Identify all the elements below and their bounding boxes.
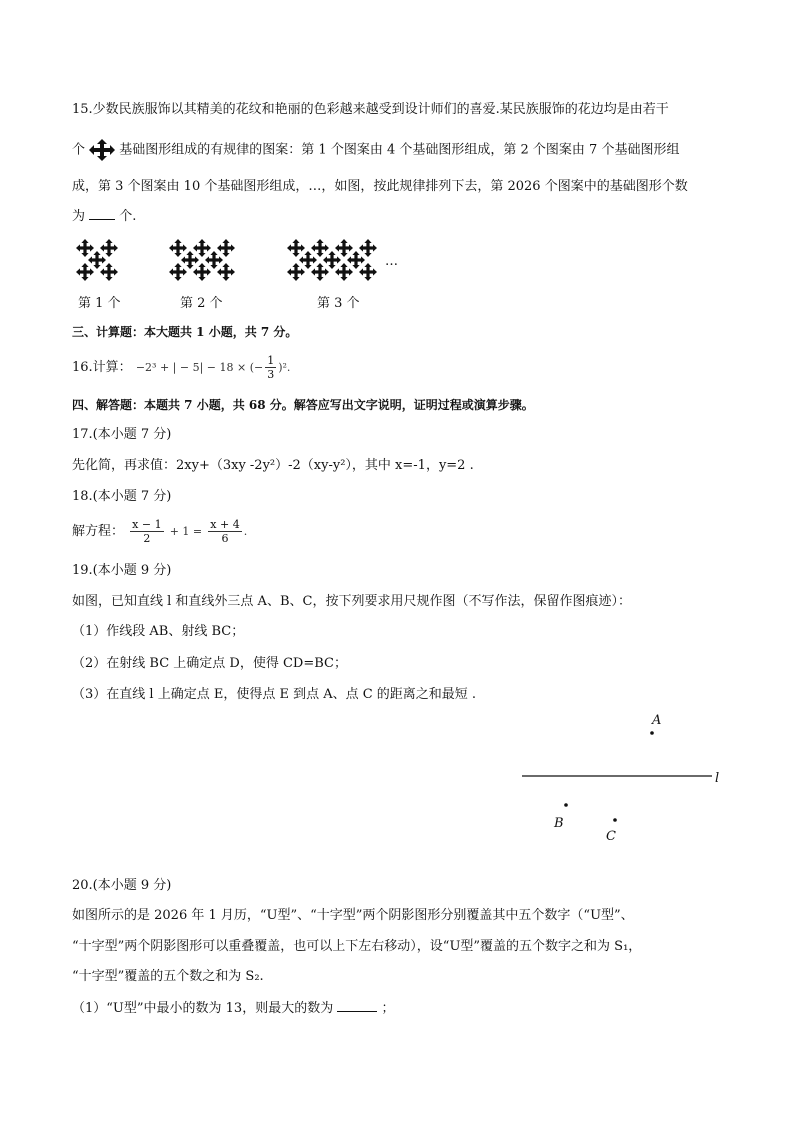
q15-line2-post: 基础图形组成的有规律的图案：第 1 个图案由 4 个基础图形组成，第 2 个图案由 7 个基础图形组 bbox=[119, 142, 680, 158]
label-B: B bbox=[554, 816, 564, 831]
q19-item3: （3）在直线 l 上确定点 E，使得点 E 到点 A、点 C 的距离之和最短 . bbox=[72, 687, 477, 702]
q20-item1-pre: （1）“U型”中最小的数为 13，则最大的数为 bbox=[72, 1001, 334, 1016]
q17-body: 先化简，再求值：2xy+（3xy -2y²）-2（xy-y²），其中 x=-1，y=2 . bbox=[72, 458, 474, 473]
pattern-ellipsis: … bbox=[385, 254, 398, 269]
q18-equation bbox=[72, 518, 247, 545]
label-l: l bbox=[715, 771, 720, 786]
q18-fraction-right: $\frac{x + 4}{6}$ bbox=[210, 518, 240, 545]
q20-title: 20.(本小题 9 分) bbox=[72, 878, 172, 893]
label-A: A bbox=[652, 713, 662, 728]
q19-item1: （1）作线段 AB、射线 BC； bbox=[72, 624, 245, 639]
q19-intro: 如图，已知直线 l 和直线外三点 A、B、C，按下列要求用尺规作图（不写作法，保留作图痕迹）： bbox=[72, 594, 631, 609]
q16-expr-pre: −2³ + | − 5| − 18 × (− bbox=[135, 361, 264, 374]
pattern-3-caption: 第 3 个 bbox=[317, 296, 360, 311]
pattern-2-caption: 第 2 个 bbox=[180, 296, 223, 311]
q17-title: 17.(本小题 7 分) bbox=[72, 427, 172, 442]
q15-line4-pre: 为 bbox=[72, 209, 86, 224]
q20-answer-blank[interactable] bbox=[337, 999, 377, 1012]
q20-line3: “十字型”覆盖的五个数之和为 S₂. bbox=[72, 969, 264, 984]
q16-fraction: $\frac{1}{3}$ bbox=[267, 354, 275, 381]
q15-line2-pre: 个 bbox=[72, 142, 86, 158]
q20-item1-post: ； bbox=[381, 1001, 395, 1016]
q15-line3: 成，第 3 个图案由 10 个基础图形组成，…，如图，按此规律排列下去，第 2026 个图案中的基础图形个数 bbox=[72, 179, 688, 194]
pattern-figure bbox=[72, 236, 412, 288]
q20-item1 bbox=[72, 999, 395, 1018]
q15-line4 bbox=[72, 207, 136, 226]
section4-heading: 四、解答题：本题共 7 小题，共 68 分。解答应写出文字说明，证明过程或演算步骤。 bbox=[72, 398, 534, 412]
pattern-1 bbox=[76, 236, 118, 281]
pattern-1-caption: 第 1 个 bbox=[78, 296, 121, 311]
q19-item2: （2）在射线 BC 上确定点 D，使得 CD=BC； bbox=[72, 656, 347, 671]
q16-label: 16.计算： bbox=[72, 360, 132, 375]
label-C: C bbox=[606, 829, 616, 844]
q15-answer-blank[interactable] bbox=[89, 207, 115, 220]
pattern-2 bbox=[169, 239, 235, 281]
q18-mid: + 1 = bbox=[169, 525, 203, 538]
pattern-3 bbox=[287, 239, 377, 281]
q18-tail: . bbox=[243, 525, 248, 538]
q15-line4-post: 个. bbox=[119, 209, 137, 224]
point-B bbox=[564, 803, 568, 807]
q18-label: 解方程： bbox=[72, 524, 125, 539]
q16-line bbox=[72, 354, 290, 381]
q20-line2: “十字型”两个阴影图形可以重叠覆盖，也可以上下左右移动），设“U型”覆盖的五个数字之和为 S₁， bbox=[72, 939, 642, 954]
q18-title: 18.(本小题 7 分) bbox=[72, 489, 172, 504]
point-C bbox=[613, 818, 617, 822]
q20-line1: 如图所示的是 2026 年 1 月历，“U型”、“十字型”两个阴影图形分别覆盖其中五个数字（“U型”、 bbox=[72, 908, 634, 923]
section3-heading: 三、计算题：本大题共 1 小题，共 7 分。 bbox=[72, 325, 298, 339]
q19-title: 19.(本小题 9 分) bbox=[72, 563, 172, 578]
q15-line1: 15.少数民族服饰以其精美的花纹和艳丽的色彩越来越受到设计师们的喜爱.某民族服饰的花边均是由若干 bbox=[72, 102, 669, 117]
q15-line2 bbox=[72, 139, 679, 161]
q18-fraction-left: $\frac{x - 1}{2}$ bbox=[132, 518, 162, 545]
q19-figure bbox=[510, 708, 750, 848]
q16-expr-post: )². bbox=[278, 361, 291, 374]
flower-icon bbox=[89, 139, 115, 161]
point-A bbox=[650, 731, 654, 735]
